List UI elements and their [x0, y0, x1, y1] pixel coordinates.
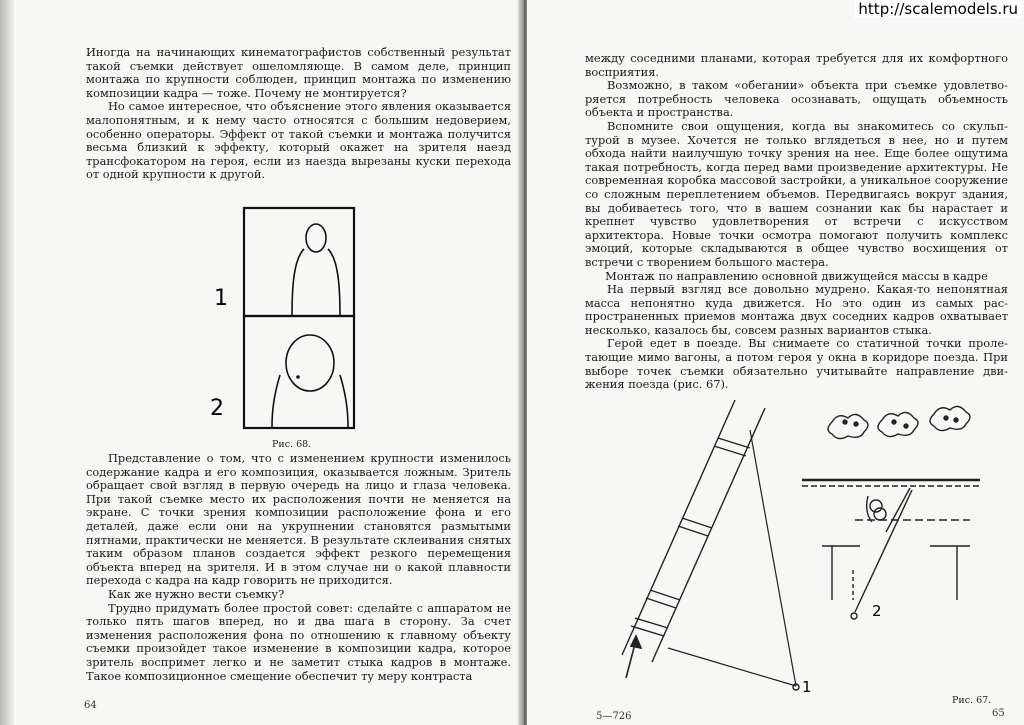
train-diagram: [622, 400, 765, 662]
page-edge-shadow: [0, 0, 14, 725]
printer-signature: 5—726: [596, 711, 632, 722]
corridor-diagram: [802, 480, 980, 612]
figure-caption: Рис. 67.: [952, 695, 992, 706]
passenger-icon: [867, 496, 886, 522]
shoulders-large: [272, 375, 348, 427]
figure-67: [600, 400, 1020, 705]
paragraph: На первый взгляд все довольно мудрено. Какая-то непонятная масса непонятно куда движется. Но это один из самых распространенных приемов монтажа двух соседних кадров охватывает несколько, казалось бы, совсем разных вариантов стыка.: [585, 282, 1008, 337]
paragraph: Иногда на начинающих кинематографистов собственный результат такой съемки действует ошеломляюще. В самом деле, принцип монтажа по крупности соблюден, принцип монтажа по изменению композиции кадра — тоже. Почему не монтируется?: [86, 45, 511, 100]
eye-dot: [296, 375, 300, 379]
right-text: [585, 52, 1008, 392]
paragraph: между соседними планами, которая требуется для их комфортного восприятия.: [585, 51, 1008, 79]
head-large: [286, 335, 334, 391]
frame-2-label: 2: [210, 396, 224, 421]
cloud-icons: [828, 406, 970, 438]
watermark: http://scalemodels.ru: [854, 0, 1022, 18]
figure-68: [200, 205, 360, 430]
point-2-label: 2: [872, 602, 882, 620]
figure-caption: Рис. 68.: [272, 439, 312, 450]
page-number: 64: [84, 700, 97, 711]
section-heading: Монтаж по направлению основной движущейся массы в кадре: [605, 268, 988, 283]
paragraph: Трудно придумать более простой совет: сделайте с аппаратом не только пять шагов вперед, но и два шага в сторону. За счет изменения расположения фона по отношению к главному объекту съемки произойдет такое изменение в композиции кадра, которое зритель воспримет легко и не заметит стыка кадров в монтаже. Такое композиционное смещение обеспечит ту меру контраста: [86, 600, 511, 683]
frame-1-label: 1: [214, 286, 228, 311]
frame-1: [244, 208, 354, 316]
paragraph: Как же нужно вести съемку?: [108, 586, 285, 601]
shoulders-small: [292, 249, 340, 316]
left-text-bottom: [86, 452, 511, 683]
paragraph: Вспомните свои ощущения, когда вы знакомитесь со скульптурой в музее. Хочется не только вглядеться в нее, но и путем обхода найти наилучшую точку зрения на нее. Еще более ощутима такая потребность, когда перед вами произведение архитектуры. Не современная коробка массовой застройки, а уникальное сооружение со сложным переплетением объемов. Передвигаясь вокруг здания, вы добиваетесь того, что в вашем сознании как бы нарастает и крепнет чувство удовлетворения от встречи с искусством архитектора. Новые точки осмотра помогают получить комплекс эмоций, которые складываются в общее чувство восхищения от встречи с творением большого мастера.: [585, 118, 1008, 269]
paragraph: Представление о том, что с изменением крупности изменилось содержание кадра и его композиция, оказывается ложным. Зритель обращает свой взгляд в первую очередь на лицо и глаза человека. При такой съемке место их расположения почти не меняется на экране. С точки зрения композиции расположение фона и его деталей, даже если они на укрупнении становятся размытыми пятнами, практически не меняется. В результате склеивания снятых таким образом планов создается эффект резкого перемещения объекта вперед на зрителя. И в этом случае ни о какой плавности перехода с кадра на кадр говорить не приходится.: [86, 451, 511, 588]
page-number: 65: [992, 708, 1005, 719]
camera-point-2: [851, 613, 857, 619]
point-1-label: 1: [802, 678, 812, 696]
head-small: [306, 224, 326, 252]
left-text-top: [86, 46, 511, 182]
paragraph: Герой едет в поезде. Вы снимаете со статичной точки пролетающие мимо вагоны, а потом героя у окна в коридоре поезда. При выборе точек съемки обязательно учитывайте направление движения поезда (рис. 67).: [585, 336, 1008, 392]
paragraph: Возможно, в таком «обегании» объекта при съемке удовлетворяется потребность человека осознавать, ощущать объемность объекта и пространства.: [585, 78, 1008, 120]
paragraph: Но самое интересное, что объяснение этого явления оказывается малопонятным, и к нему часто относятся с большим недоверием, особенно операторы. Эффект от такой съемки и монтажа получится весьма близкий к эффекту, который окажет на зрителя наезд трансфокатором на героя, если из наезда вырезаны куски перехода от одной крупности к другой.: [86, 99, 511, 182]
sight-lines-1: [668, 430, 796, 686]
frame-2: [244, 316, 354, 428]
